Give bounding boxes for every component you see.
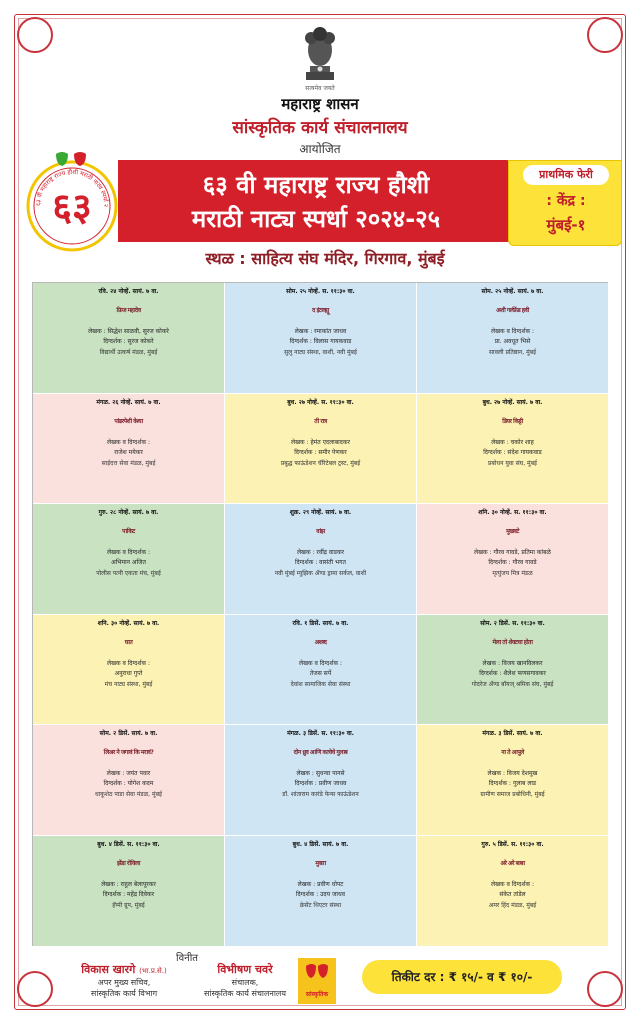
corner-ornament (17, 17, 53, 53)
signatory-2-role-line2: सांस्कृतिक कार्य संचालनालय (203, 989, 286, 998)
play-date: सोम. २५ नोव्हें. स. ११:३० वा. (286, 288, 355, 295)
play-cell (225, 504, 417, 615)
competition-logo-icon (20, 148, 124, 252)
play-date: मंगळ. २६ नोव्हें. सायं. ७ वा. (96, 398, 161, 406)
play-group: ग्रामीण समाज प्रबोधिनी, मुंबई (480, 791, 545, 799)
organized-label: आयोजित (299, 142, 341, 156)
play-credit-line1: लेखक व दिग्दर्शक : (107, 549, 150, 557)
signatory-1-role-line2: सांस्कृतिक कार्य विभाग (90, 989, 158, 998)
play-date: मंगळ. ३ डिसें. सायं. ७ वा. (482, 730, 543, 738)
play-group: विद्यार्थी उत्कर्ष मंडळ, मुंबई (99, 349, 158, 356)
corner-ornament (587, 971, 623, 1007)
play-title: मेला तो शेवटचा होता (492, 638, 533, 646)
play-cell (33, 725, 225, 836)
play-title: फ्रिज महादेव (116, 307, 141, 314)
play-title: पांढरपेशी वेश्या (114, 417, 143, 425)
play-group: अमर हिंद मंडळ, मुंबई (488, 901, 537, 909)
play-cell (417, 394, 609, 505)
play-cell (225, 394, 417, 505)
play-group: नवी मुंबई म्युझिक ॲण्ड ड्रामा सर्कल, वाशी (274, 570, 367, 578)
play-date: सोम. २ डिसें. स. ११:३० वा. (480, 619, 545, 627)
play-title: झेंडा रोविला (117, 859, 140, 867)
play-title: लिअर ने जगावं कि मरावं? (103, 749, 154, 757)
play-credit-line2: राजेश मयेकर (114, 448, 143, 456)
round-badge (508, 160, 622, 246)
play-cell (33, 504, 225, 615)
play-credit-line2: दिग्दर्शक : उदय जाधव (295, 890, 346, 898)
play-date: सोम. २५ नोव्हें. सायं. ७ वा. (481, 288, 544, 295)
play-cell (417, 615, 609, 726)
play-cell (417, 836, 609, 947)
vinit-label: विनीत (176, 953, 198, 964)
play-title: मुक्ता (315, 859, 326, 867)
play-date: गुरु. ५ डिसें. स. ११:३० वा. (481, 840, 544, 848)
play-group: सावली प्रतिष्ठान, मुंबई (488, 349, 537, 356)
play-date: शनि. ३० नोव्हें. स. ११:३० वा. (478, 509, 547, 517)
schedule-grid (32, 282, 608, 946)
play-credit-line1: लेखक : जयंत पवार (106, 770, 151, 778)
title-banner (118, 160, 514, 242)
play-group: साईदत्त सेवा मंडळ, मुंबई (101, 459, 156, 467)
signatory-2 (190, 962, 300, 999)
play-cell (225, 725, 417, 836)
banner-title-line2: मराठी नाट्य स्पर्धा २०२४-२५ (191, 205, 441, 233)
play-cell (33, 615, 225, 726)
play-group: प्रबुद्ध फाऊंडेशन चॅरिटेबल ट्रस्ट, मुंबई (280, 459, 361, 467)
play-title: अशी गर्लफ्रेंड हवी (496, 307, 529, 314)
signatory-1 (64, 962, 184, 999)
signatory-2-name: विभीषण चवरे (217, 963, 273, 976)
play-date: शनि. ३० नोव्हें. सायं. ७ वा. (97, 619, 160, 627)
play-cell (225, 283, 417, 394)
department-title: सांस्कृतिक कार्य संचालनालय (232, 118, 408, 138)
play-title: ना ते आपुले (501, 749, 524, 757)
play-cell (33, 394, 225, 505)
signatory-1-name: विकास खारगे (81, 963, 136, 976)
play-cell (225, 836, 417, 947)
play-group: गोदरेज ॲण्ड बॉयज् श्रमिक संघ, मुंबई (471, 680, 554, 688)
play-credit-line1: लेखक व दिग्दर्शक : (491, 328, 534, 335)
play-credit-line2: दिग्दर्शक : शैलेश फणसगावकर (479, 669, 546, 677)
play-date: बुध. ४ डिसें. स. ११:३० वा. (97, 840, 160, 848)
play-title: मुखवटे (506, 528, 519, 536)
play-credit-line2: अनुराधा गुप्ते (114, 669, 143, 677)
play-title: दोन ध्रुव आणि काचेचे गुलाब (293, 749, 348, 757)
play-title: घात (124, 638, 133, 646)
play-title: पाकिट (122, 528, 135, 536)
play-group: डॉ. शांताराम कारंडे फेन्स फाऊंडेशन (282, 791, 359, 799)
play-credit-line1: लेखक : विजय देशमुख (487, 770, 538, 778)
play-group: हॅप्पी ग्रुप, मुंबई (112, 901, 145, 909)
play-credit-line1: लेखक : सुधन्वा पानसे (296, 770, 345, 778)
center-name: मुंबई-१ (546, 216, 586, 234)
play-credit-line1: लेखक : सिद्धेश साळवी, सुरज कोकरे (88, 328, 169, 335)
play-credit-line2: दिग्दर्शक : प्रवीण जाधव (294, 780, 347, 788)
play-title: द इंटरव्ह्यू (312, 307, 329, 314)
play-group: पोलीस पत्नी एकता मंच, मुंबई (96, 570, 161, 578)
play-date: सोम. २ डिसें. सायं. ७ वा. (99, 730, 158, 738)
play-group: मृत्युंजय मित्र मंडळ (492, 570, 533, 578)
play-credit-line2: दिग्दर्शक : विलास गायकवाड (289, 338, 352, 345)
center-label: : केंद्र : (546, 193, 586, 209)
signatory-2-role-line1: संचालक, (231, 978, 259, 987)
play-credit-line2: संकेत तांडेल (499, 890, 526, 898)
play-title: वांझ (316, 528, 325, 536)
play-credit-line1: लेखक : रवींद्र वाडकर (296, 549, 345, 557)
play-date: बुध. २७ नोव्हें. स. ११:३० वा. (287, 398, 354, 406)
play-date: बुध. ४ डिसें. सायं. ७ वा. (292, 840, 349, 848)
emblem-motto: सत्यमेव जयते (305, 85, 335, 92)
play-group: देवांश सामाजिक सेवा संस्था (290, 680, 351, 688)
play-date: रवि. २४ नोव्हें. सायं. ७ वा. (98, 288, 159, 295)
play-group: सुलु नाट्य संस्था, वाशी, नवी मुंबई (284, 349, 357, 356)
play-title: अशब्द (314, 638, 327, 646)
department-logo-text: सांस्कृतिक (305, 991, 329, 998)
play-cell (417, 283, 609, 394)
play-group: क्रेसेंट थिएटर संस्था (299, 901, 342, 909)
play-group: मंच नाट्य संस्था, मुंबई (104, 680, 153, 688)
play-credit-line1: लेखक : विजय खानविलकर (482, 659, 543, 667)
play-date: बुध. २७ नोव्हें. सायं. ७ वा. (482, 398, 543, 406)
play-cell (225, 615, 417, 726)
play-credit-line2: दिग्दर्शक : गुलाब लाड (488, 780, 537, 788)
play-date: रवि. १ डिसें. सायं. ७ वा. (292, 619, 349, 627)
play-date: शुक्र. २९ नोव्हें. सायं. ७ वा. (289, 509, 352, 517)
play-group: धाकूशेठ पाडा सेवा मंडळ, मुंबई (95, 791, 162, 799)
play-credit-line1: लेखक व दिग्दर्शक : (299, 659, 342, 667)
play-credit-line2: अभिमान अजित (111, 559, 146, 567)
corner-ornament (17, 971, 53, 1007)
play-credit-line1: लेखक व दिग्दर्शक : (107, 438, 150, 446)
state-emblem-icon (300, 24, 340, 86)
logo-ring-text: ६३ वी महाराष्ट्र राज्य हौशी मराठी नाट्य स्पर्धा २ (34, 168, 110, 208)
play-credit-line1: लेखक : राहुल बेलापूरकर (101, 880, 156, 888)
signatory-1-suffix: (भा.प्र.से.) (139, 967, 167, 975)
department-logo-icon (298, 958, 336, 1004)
play-credit-line1: लेखक : चकोर शाह (491, 438, 534, 446)
banner-title-line1: ६३ वी महाराष्ट्र राज्य हौशी (202, 171, 430, 199)
play-credit-line1: लेखक व दिग्दर्शक : (107, 659, 150, 667)
play-credit-line2: दिग्दर्शक : समीर पेणकर (294, 448, 347, 456)
play-credit-line2: दिग्दर्शक : सुरज कोकरे (103, 338, 154, 345)
play-credit-line1: लेखक : गौरव गावडे, प्रतिमा कांबळे (474, 549, 551, 557)
round-label: प्राथमिक फेरी (523, 165, 609, 185)
play-cell (417, 504, 609, 615)
venue-text: स्थळ : साहित्य संघ मंदिर, गिरगाव, मुंबई (205, 249, 445, 268)
play-credit-line2: दिग्दर्शक : महेंद्र दिवेकर (102, 890, 155, 898)
play-credit-line1: लेखक : हेमंत एदलाबादकर (291, 438, 350, 446)
play-cell (33, 283, 225, 394)
play-title: ती रात्र (314, 417, 327, 425)
logo-number: ६३ (52, 185, 92, 229)
corner-ornament (587, 17, 623, 53)
play-title: डियर किट्टी (502, 417, 523, 425)
play-credit-line2: तेजस सर्पे (309, 669, 332, 677)
play-cell (417, 725, 609, 836)
play-date: मंगळ. ३ डिसें. स. ११:३० वा. (287, 730, 354, 738)
play-group: प्रबोधन युवा संघ, मुंबई (488, 459, 537, 467)
play-date: गुरु. २८ नोव्हें. सायं. ७ वा. (98, 509, 159, 517)
play-credit-line2: दिग्दर्शक : गौरव गावडे (488, 559, 537, 567)
play-credit-line2: प्रा. अवधूत भिसे (494, 338, 531, 345)
play-credit-line2: दिग्दर्शक : संदेश गायकवाड (483, 448, 542, 456)
play-credit-line1: लेखक : प्रवीण धोपट (297, 880, 344, 888)
play-credit-line2: दिग्दर्शक : वासंती भगत (295, 559, 346, 567)
ticket-price: तिकीट दर : ₹ १५/- व ₹ १०/- (362, 960, 562, 994)
government-title: महाराष्ट्र शासन (281, 95, 359, 113)
play-title: अरे अरे बाबा (500, 859, 525, 867)
play-credit-line2: दिग्दर्शक : योगेश कदम (103, 780, 154, 788)
play-credit-line1: लेखक : रमाकांत जाधव (294, 328, 347, 335)
play-cell (33, 836, 225, 947)
play-credit-line1: लेखक व दिग्दर्शक : (491, 880, 534, 888)
signatory-1-role-line1: अपर मुख्य सचिव, (97, 978, 151, 987)
